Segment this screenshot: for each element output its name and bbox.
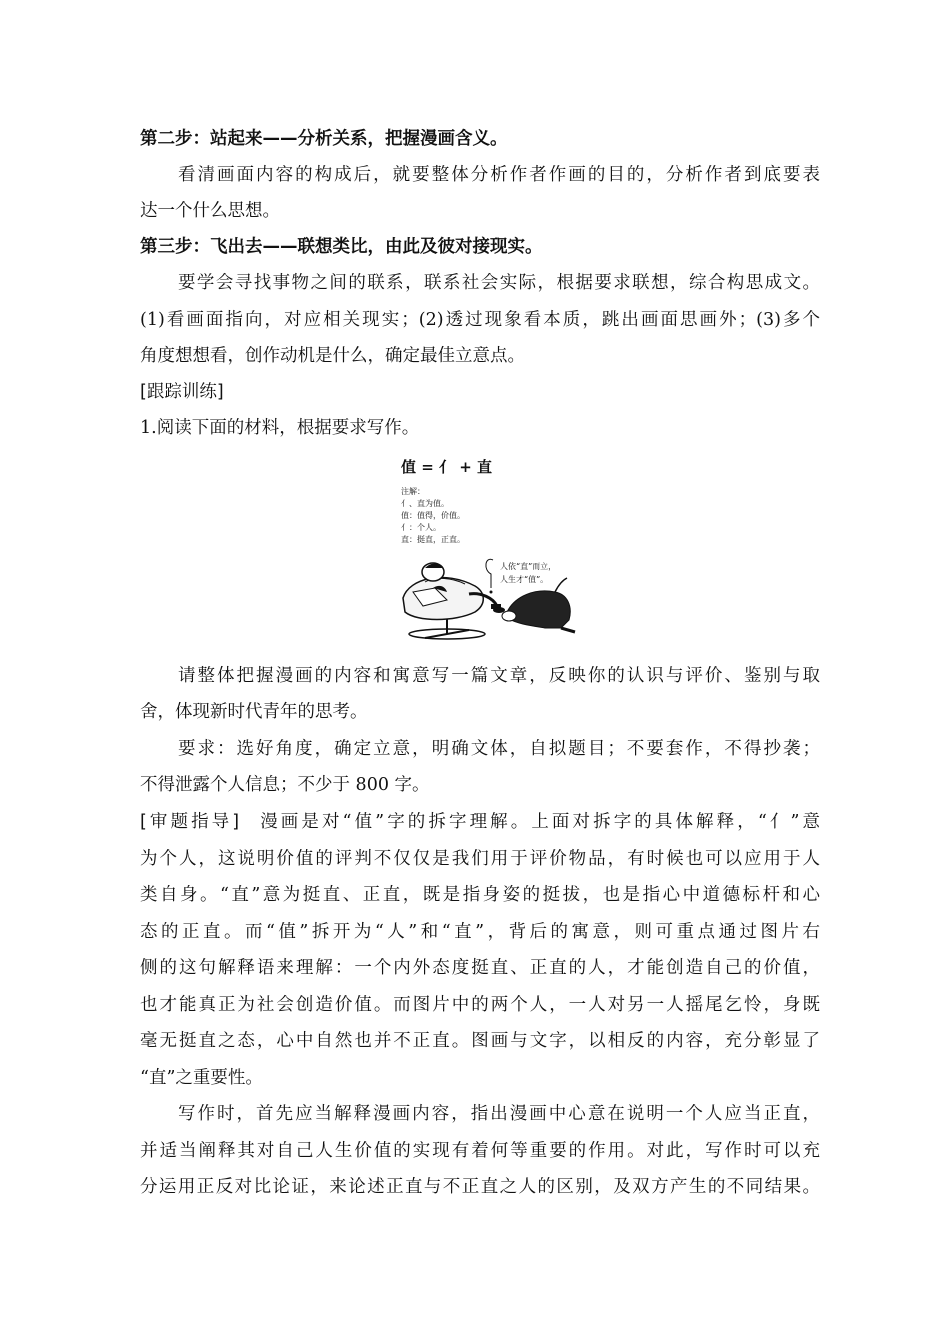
figure-note: 亻、直为值。	[401, 499, 449, 508]
bubble-line: 人生才“值”。	[500, 575, 549, 584]
prompt-line: 舍，体现新时代青年的思考。	[140, 702, 368, 722]
bubble-line: 人依“直”而立，	[500, 562, 557, 571]
step3-body-line: (1)看画面指向，对应相关现实；(2)透过现象看本质，跳出画面思画外；(3)多个	[140, 310, 820, 330]
guide-text-line: 也才能真正为社会创造价值。而图片中的两个人，一人对另一人摇尾乞怜，身既	[140, 995, 820, 1015]
figure-note: 直：挺直，正直。	[401, 535, 465, 544]
guide-line-1	[140, 810, 820, 834]
step2-body-line: 达一个什么思想。	[140, 201, 280, 221]
step3-heading: 第三步：飞出去——联想类比，由此及彼对接现实。	[140, 237, 543, 257]
step2-heading: 第二步：站起来——分析关系，把握漫画含义。	[140, 129, 508, 149]
figure-title: 值 = 亻 + 直	[401, 458, 493, 476]
question-text: 1.阅读下面的材料，根据要求写作。	[140, 418, 420, 438]
figure-note: 值：值得，价值。	[401, 511, 465, 520]
step2-body-line: 看清画面内容的构成后，就要整体分析作者作画的目的，分析作者到底要表	[178, 165, 820, 185]
guide-text-line: “直”之重要性。	[140, 1068, 263, 1088]
requirement-line: 要求：选好角度，确定立意，明确文体，自拟题目；不要套作，不得抄袭；	[178, 739, 820, 759]
guide-label: [审题指导]	[140, 812, 240, 832]
guide-text-line: 毫无挺直之态，心中自然也并不正直。图画与文字，以相反的内容，充分彰显了	[140, 1031, 820, 1051]
guide-text-line: 类自身。“直”意为挺直、正直，既是指身姿的挺拔，也是指心中道德标杆和心	[140, 885, 820, 905]
guide-text-line: 漫画是对“值”字的拆字理解。上面对拆字的具体解释，“亻”意	[257, 812, 820, 832]
step3-body-line: 要学会寻找事物之间的联系，联系社会实际，根据要求联想，综合构思成文。	[178, 273, 820, 293]
guide-text-line: 侧的这句解释语来理解：一个内外态度挺直、正直的人，才能创造自己的价值，	[140, 958, 820, 978]
tips-line: 写作时，首先应当解释漫画内容，指出漫画中心意在说明一个人应当正直，	[178, 1104, 820, 1124]
figure-note: 注解：	[401, 487, 425, 496]
tips-line: 分运用正反对比论证，来论述正直与不正直之人的区别，及双方产生的不同结果。	[140, 1177, 820, 1197]
prompt-line: 请整体把握漫画的内容和寓意写一篇文章，反映你的认识与评价、鉴别与取	[178, 666, 820, 686]
requirement-line: 不得泄露个人信息；不少于 800 字。	[140, 775, 430, 795]
cartoon-illustration	[395, 548, 585, 648]
training-label: [跟踪训练]	[140, 382, 224, 402]
step3-body-line: 角度想想看，创作动机是什么，确定最佳立意点。	[140, 346, 525, 366]
tips-line: 并适当阐释其对自己人生价值的实现有着何等重要的作用。对此，写作时可以充	[140, 1141, 820, 1161]
guide-text-line: 态的正直。而“值”拆开为“人”和“直”，背后的寓意，则可重点通过图片右	[140, 922, 820, 942]
figure-note: 亻：个人。	[401, 523, 441, 532]
guide-text-line: 为个人，这说明价值的评判不仅仅是我们用于评价物品，有时候也可以应用于人	[140, 849, 820, 869]
cartoon-figure	[395, 456, 585, 648]
